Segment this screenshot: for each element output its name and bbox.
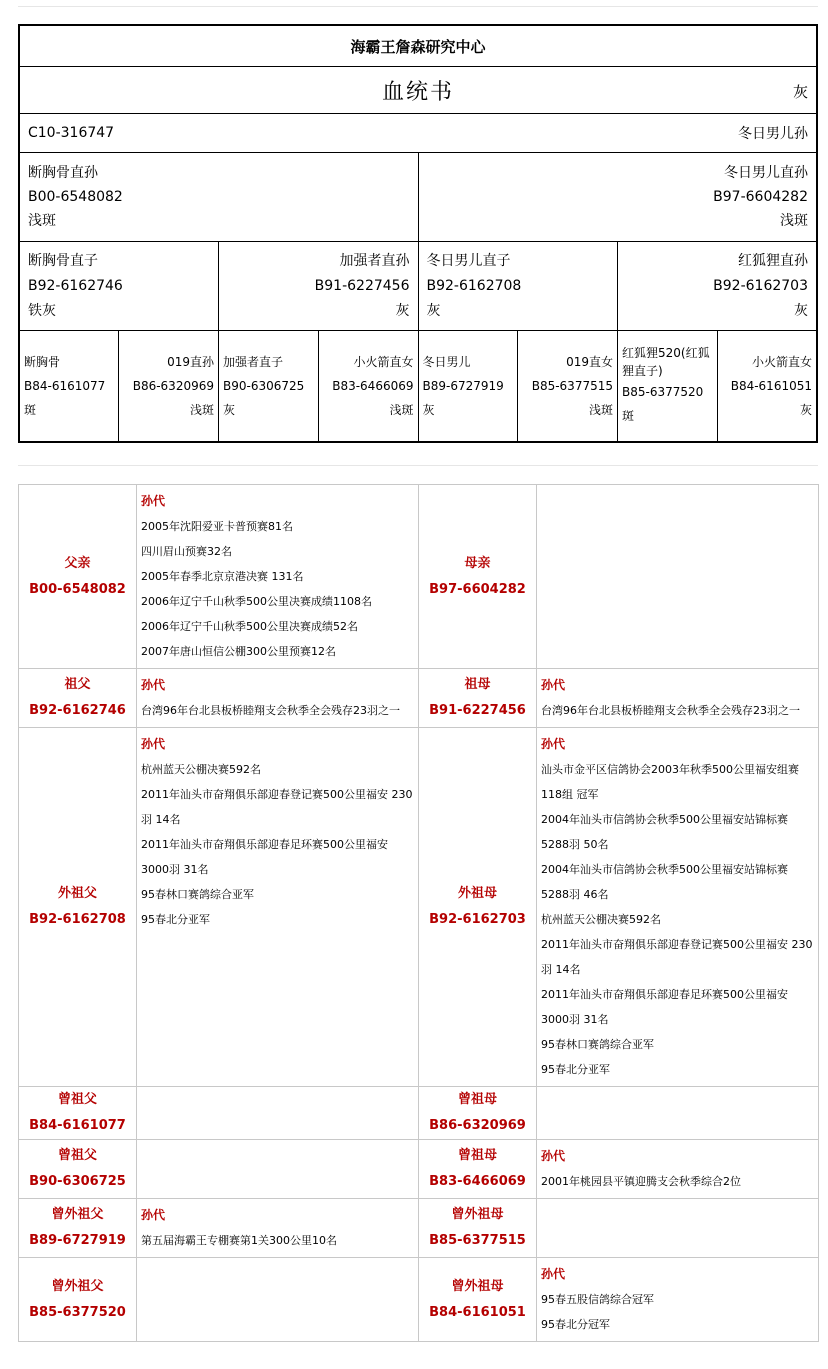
dam-ring: B97-6604282: [713, 189, 808, 205]
generation-label: 孙代: [141, 678, 166, 692]
ancestor-label: [19, 485, 137, 669]
ancestor-label: [419, 1140, 537, 1199]
table-row: [19, 1087, 819, 1140]
ancestor-role: 曾祖母: [457, 1148, 497, 1163]
generation-label: 孙代: [541, 1149, 566, 1163]
great-grandparent-cell: [19, 331, 119, 443]
achievements-table: [18, 484, 819, 1342]
ancestor-ring: B85-6377520: [29, 1304, 126, 1320]
great-grandparent-cell: [219, 331, 319, 443]
grandparent-cell: [219, 242, 419, 331]
race-result: 2005年春季北京京港决赛 131名: [141, 570, 304, 583]
great-grandparent-name: 小火箭直女: [353, 355, 414, 369]
results-cell: [137, 1140, 419, 1199]
results-cell: [537, 1258, 819, 1342]
race-result: 杭州蓝天公棚决赛592名: [541, 913, 661, 926]
results-cell: [137, 1087, 419, 1140]
race-result: 四川眉山预赛32名: [141, 545, 232, 558]
great-grandparent-name: 加强者直子: [223, 355, 284, 369]
generation-label: 孙代: [541, 678, 566, 692]
ancestor-label: [19, 1258, 137, 1342]
results-cell: [137, 485, 419, 669]
ancestor-role: 曾外祖父: [51, 1278, 104, 1294]
dam-color: 浅斑: [780, 213, 808, 229]
results-cell: [537, 485, 819, 669]
great-grandparent-cell: [418, 331, 518, 443]
table-row: [19, 1199, 819, 1258]
great-grandparent-name: 冬日男儿: [422, 355, 471, 369]
race-result: 2011年汕头市奋翔俱乐部迎春足环赛500公里福安 3000羽 31名: [541, 988, 788, 1026]
grandparent-ring: B91-6227456: [314, 277, 410, 294]
grandparent-name: 加强者直孙: [339, 252, 410, 269]
ancestor-role: 外祖父: [57, 886, 97, 901]
table-row: [19, 728, 819, 1087]
race-result: 杭州蓝天公棚决赛592名: [141, 763, 261, 776]
race-result: 2001年桃园县平镇迎腾支会秋季综合2位: [541, 1175, 741, 1188]
great-grandparent-color: 浅斑: [189, 403, 214, 417]
race-result: 台湾96年台北县板桥睦翔支会秋季全会残存23羽之一: [141, 704, 400, 717]
ancestor-label: [419, 1087, 537, 1140]
grandparent-color: 灰: [426, 302, 441, 319]
dam-cell: [418, 153, 817, 242]
grandparent-ring: B92-6162746: [28, 277, 123, 294]
race-result: 2006年辽宁千山秋季500公里决赛成绩52名: [141, 620, 358, 633]
race-result: 2004年汕头市信鸽协会秋季500公里福安站锦标赛 5288羽 50名: [541, 813, 788, 851]
great-grandparent-ring: B86-6320969: [132, 379, 214, 393]
ancestor-ring: B92-6162746: [29, 703, 126, 718]
race-result: 第五届海霸王专棚赛第1关300公里10名: [141, 1234, 337, 1247]
great-grandparent-ring: B83-6466069: [332, 379, 414, 393]
race-result: 2011年汕头市奋翔俱乐部迎春登记赛500公里福安 230羽 14名: [141, 788, 413, 826]
race-result: 2005年沈阳爱亚卡普预赛81名: [141, 520, 293, 533]
race-result: 95春林口赛鸽综合亚军: [541, 1038, 654, 1051]
sire-cell: [19, 153, 418, 242]
generation-label: 孙代: [541, 737, 566, 751]
grandparent-cell: [618, 242, 818, 331]
ancestor-role: 曾外祖父: [51, 1207, 104, 1222]
great-grandparent-ring: B84-6161077: [24, 379, 106, 393]
great-grandparent-name: 019直孙: [167, 355, 214, 369]
results-cell: [537, 728, 819, 1087]
race-result: 汕头市金平区信鸽协会2003年秋季500公里福安组赛 118组 冠军: [541, 763, 799, 801]
great-grandparent-cell: [119, 331, 219, 443]
great-grandparent-color: 斑: [24, 403, 37, 417]
ancestor-ring: B90-6306725: [29, 1174, 126, 1189]
race-result: 2011年汕头市奋翔俱乐部迎春足环赛500公里福安 3000羽 31名: [141, 838, 388, 876]
ancestor-label: [19, 669, 137, 728]
great-grandparent-cell: [717, 331, 817, 443]
ancestor-role: 父亲: [64, 555, 91, 571]
grandparent-ring: B92-6162703: [713, 277, 808, 294]
great-grandparent-cell: [618, 331, 718, 443]
grandparent-name: 断胸骨直子: [28, 252, 98, 269]
race-result: 95春北分亚军: [541, 1063, 610, 1076]
results-cell: [537, 1140, 819, 1199]
title-row: [19, 67, 817, 114]
great-grandparent-ring: B89-6727919: [422, 379, 504, 393]
generation-label: 孙代: [541, 1267, 566, 1281]
results-cell: [537, 1199, 819, 1258]
race-result: 2011年汕头市奋翔俱乐部迎春登记赛500公里福安 230羽 14名: [541, 938, 813, 976]
great-grandparent-name: 断胸骨: [24, 355, 61, 369]
grandparent-ring: B92-6162708: [426, 277, 522, 294]
ancestor-label: [19, 1140, 137, 1199]
table-row: [19, 485, 819, 669]
org-name: 海霸王詹森研究中心: [19, 25, 817, 67]
great-grandparent-color: 斑: [622, 409, 635, 423]
race-result: 2006年辽宁千山秋季500公里决赛成绩1108名: [141, 595, 372, 608]
results-cell: [137, 1199, 419, 1258]
grandparent-color: 灰: [794, 302, 808, 319]
ancestor-ring: B84-6161051: [429, 1304, 526, 1320]
ancestor-role: 曾外祖母: [451, 1207, 504, 1222]
results-cell: [137, 1258, 419, 1342]
ancestor-label: [419, 485, 537, 669]
race-result: 2004年汕头市信鸽协会秋季500公里福安站锦标赛 5288羽 46名: [541, 863, 788, 901]
ancestor-ring: B89-6727919: [29, 1233, 126, 1248]
race-result: 95春林口赛鸽综合亚军: [141, 888, 254, 901]
subject-color: 灰: [792, 83, 808, 101]
ancestor-ring: B91-6227456: [429, 703, 526, 718]
great-grandparent-color: 灰: [223, 403, 236, 417]
ancestor-ring: B83-6466069: [429, 1174, 526, 1189]
table-row: [19, 1258, 819, 1342]
ancestor-ring: B92-6162708: [29, 912, 126, 927]
grandparent-cell: [418, 242, 618, 331]
race-result: 台湾96年台北县板桥睦翔支会秋季全会残存23羽之一: [541, 704, 800, 717]
generation-label: 孙代: [141, 1208, 166, 1222]
ancestor-role: 曾祖母: [457, 1092, 497, 1107]
ancestor-ring: B92-6162703: [429, 912, 526, 927]
great-grandparent-name: 小火箭直女: [751, 355, 812, 369]
ancestor-role: 祖父: [64, 677, 91, 692]
grandparent-color: 铁灰: [28, 302, 56, 319]
dam-name: 冬日男儿直孙: [724, 165, 808, 181]
ancestor-label: [19, 728, 137, 1087]
ancestor-role: 祖母: [464, 677, 491, 692]
subject-ring: C10-316747: [19, 114, 418, 153]
document-title: 血统书: [381, 79, 454, 105]
section-divider: [18, 465, 818, 466]
table-row: [19, 1140, 819, 1199]
great-grandparent-cell: [518, 331, 618, 443]
ancestor-label: [19, 1199, 137, 1258]
ancestor-ring: B00-6548082: [29, 581, 126, 597]
great-grandparent-name: 红狐狸520(红狐狸直子): [622, 346, 710, 378]
ancestor-label: [419, 669, 537, 728]
table-row: [19, 669, 819, 728]
ancestor-label: [419, 1258, 537, 1342]
great-grandparent-ring: B90-6306725: [223, 379, 305, 393]
great-grandparent-ring: B85-6377520: [622, 385, 704, 399]
grandparent-name: 红狐狸直孙: [738, 252, 808, 269]
ancestor-label: [419, 1199, 537, 1258]
ancestor-ring: B85-6377515: [429, 1233, 526, 1248]
great-grandparent-ring: B85-6377515: [531, 379, 613, 393]
ancestor-label: [419, 728, 537, 1087]
results-cell: [537, 1087, 819, 1140]
grandparent-color: 灰: [395, 302, 410, 319]
ancestor-role: 母亲: [464, 555, 491, 571]
ancestor-role: 曾外祖母: [451, 1278, 504, 1294]
ancestor-role: 曾祖父: [57, 1092, 97, 1107]
great-grandparent-color: 灰: [422, 403, 435, 417]
great-grandparent-cell: [318, 331, 418, 443]
great-grandparent-color: 浅斑: [389, 403, 414, 417]
results-cell: [137, 728, 419, 1087]
race-result: 2007年唐山恒信公棚300公里预赛12名: [141, 645, 336, 658]
race-result: 95春五股信鸽综合冠军: [541, 1293, 654, 1306]
ancestor-ring: B97-6604282: [429, 581, 526, 597]
great-grandparent-color: 浅斑: [588, 403, 613, 417]
sire-name: 断胸骨直孙: [28, 165, 98, 181]
generation-label: 孙代: [141, 494, 166, 508]
pedigree-certificate: [18, 24, 818, 443]
grandparent-cell: [19, 242, 219, 331]
race-result: 95春北分冠军: [541, 1318, 610, 1331]
race-result: 95春北分亚军: [141, 913, 210, 926]
subject-name: 冬日男儿孙: [418, 114, 817, 153]
ancestor-ring: B84-6161077: [29, 1118, 126, 1133]
great-grandparent-ring: B84-6161051: [730, 379, 812, 393]
great-grandparent-color: 灰: [799, 403, 812, 417]
results-cell: [137, 669, 419, 728]
great-grandparent-name: 019直女: [566, 355, 613, 369]
ancestor-ring: B86-6320969: [429, 1118, 526, 1133]
results-cell: [537, 669, 819, 728]
sire-ring: B00-6548082: [28, 189, 123, 205]
ancestor-role: 外祖母: [457, 886, 497, 901]
top-divider: [18, 6, 818, 7]
grandparent-name: 冬日男儿直子: [426, 252, 511, 269]
sire-color: 浅斑: [28, 213, 56, 229]
ancestor-label: [19, 1087, 137, 1140]
ancestor-role: 曾祖父: [57, 1148, 97, 1163]
generation-label: 孙代: [141, 737, 166, 751]
